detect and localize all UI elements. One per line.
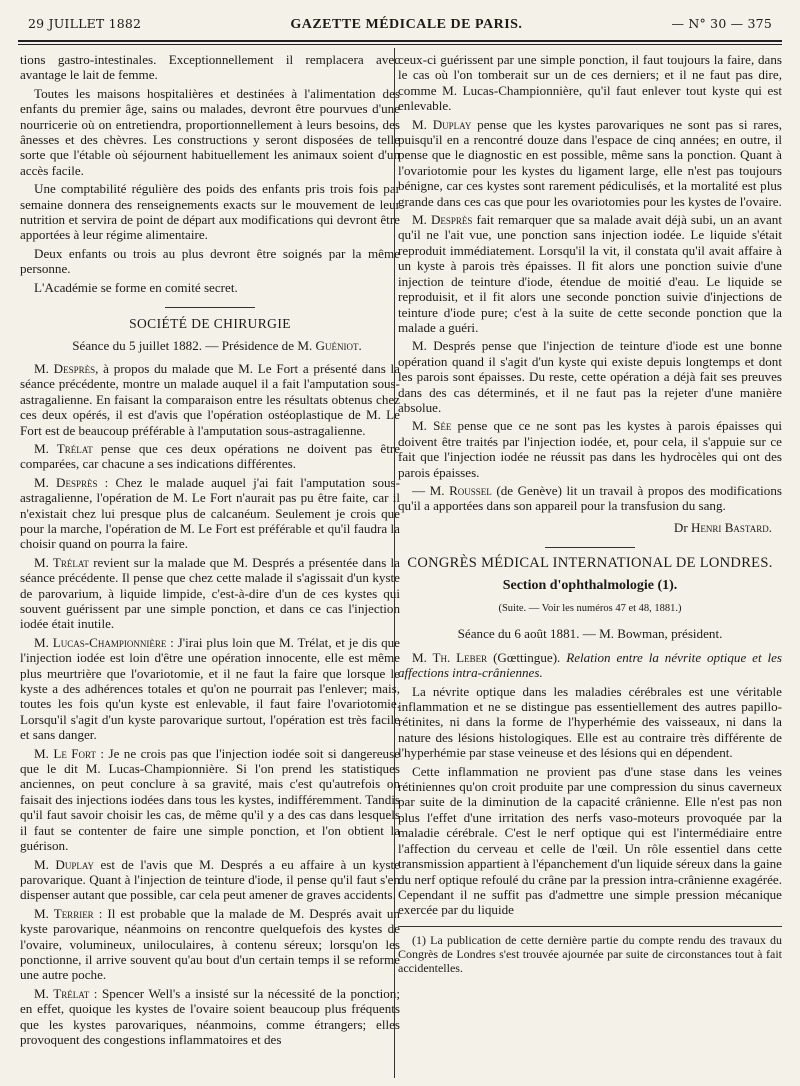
speech-text: pense que ce ne sont pas les kystes à parois épaisses qui doivent être traités par l'injection iodée, et, pour cela, il s'appuie sur ce fait que l'injection iodée ne réussit pas dans les hydrocèles qui ont des parois épaisses. xyxy=(398,418,782,480)
page-header xyxy=(28,16,772,38)
discussion-paragraph xyxy=(20,635,400,743)
paragraph: Deux enfants ou trois au plus devront être soignés par la même personne. xyxy=(20,245,400,277)
speaker-name: M. Lucas-Championnière : xyxy=(34,634,174,650)
section-rule xyxy=(545,547,635,548)
speaker-name: M. Trélat : xyxy=(34,985,98,1001)
signature xyxy=(398,520,772,535)
section-rule xyxy=(165,307,255,308)
speech-text: (de Genève) lit un travail à propos des modifications qu'il a apportées dans son appareil pour la transfusion du sang. xyxy=(398,482,782,514)
paragraph: M. Després pense que l'injection de teinture d'iode est une bonne opération quand il s'agit d'un kyste qui existe depuis longtemps et dont les parois sont épaisses. Du reste, cette opération a déjà fait ses preuves dans des cas déterminés, et il ne faut pas la rejeter d'une manière absolue. xyxy=(398,338,782,415)
left-column xyxy=(20,52,400,1076)
speech-text: fait remarquer que sa malade avait déjà subi, un an avant qu'il ne l'ait vue, une ponction sans injection iodée. Le liquide s'était reproduit immédiatement. Lorsqu'il la vit, il constata qu'il avait affaire à un kyste à parois très épaisses. Il fit alors une ponction suivie d'une injection de teinture d'iode, étendue de moitié d'eau. Le liquide se reproduisit, et il fit alors une seconde ponction suivie d'injections de teinture d'iode pure; c'est à la suite de cette seconde ponction que la malade a guéri. xyxy=(398,212,782,335)
paper-title: Relation entre la névrite optique et les affections intra-crâniennes. xyxy=(398,649,782,681)
speech-text: à propos du malade que M. Le Fort a présenté dans la séance précédente, montre un malade auquel il a fait l'amputation sous-astragalienne. En faisant la comparaison entre les résultats obtenus chez ces deux opérés, il est d'avis que l'opération ostéoplastique de M. Le Fort est de beaucoup préférable à l'amputation sous-astragalienne. xyxy=(20,360,400,438)
speaker-name: M. Desprès xyxy=(412,212,473,228)
speaker-name: M. Desprès : xyxy=(34,474,109,490)
header-title: GAZETTE MÉDICALE DE PARIS. xyxy=(290,17,523,32)
speaker-name: M. Sée xyxy=(412,418,452,434)
paragraph: tions gastro-intestinales. Exceptionnellement il remplacera avec avantage le lait de femme. xyxy=(20,52,400,83)
footnote: (1) La publication de cette dernière partie du compte rendu des travaux du Congrès de Londres s'est trouvée ajournée par suite de circonstances tout à fait accidentelles. xyxy=(398,932,782,975)
section-title: SOCIÉTÉ DE CHIRURGIE xyxy=(129,316,291,332)
paragraph: La névrite optique dans les maladies cérébrales est une véritable inflammation et ne se distingue pas essentiellement des autres papillo-rétinites, ni dans la forme de l'hyperhémie des vaisseaux, ni dans la nature des lésions histologiques. Elle est au contraire très différente de l'hyperhémie par stase veineuse et des lésions qui en dépendent. xyxy=(398,683,782,761)
speaker-name: M. Duplay xyxy=(412,116,472,132)
suite-note: (Suite. — Voir les numéros 47 et 48, 1881.) xyxy=(498,603,682,614)
speaker-name: M. Duplay xyxy=(34,856,94,872)
discussion-paragraph xyxy=(20,475,400,552)
speech-text: J'irai plus loin que M. Trélat, et je dis que l'injection iodée est loin d'être une opération innocente, elle est même plus meurtrière que l'ovariotomie, et il ne faut la faire que lorsque le kyste a des adhérences totales et qu'on ne pourrait pas l'enlever; mais, toutes les fois qu'un kyste est enlevable, il faut faire l'ovariotomie. Lorsqu'il s'agit d'un kyste parovarique surtout, l'opération est très facile et sans danger. xyxy=(20,634,400,743)
signature-name: Henri Bastard. xyxy=(690,519,772,535)
speaker-name: M. Le Fort : xyxy=(34,745,105,761)
speaker-name: M. Desprès, xyxy=(34,360,99,376)
paragraph: Toutes les maisons hospitalières et destinées à l'alimentation des enfants du premier âge, sains ou malades, devront être pourvues d'une nourricerie où on entretiendra, proportionnellement à leurs besoins, des ânesses et des chèvres. Les constructions y seront disposées de telle sorte que l'étable où séjournent habituellement les animaux soient d'un accès facile. xyxy=(20,85,400,178)
paragraph: Cette inflammation ne provient pas d'une stase dans les veines rétiniennes qu'on croit produite par une compression du sinus caverneux par suite de la diminution de la capacité crânienne. Elle n'est pas non plus l'effet d'une irritation des nerfs vaso-moteurs provoquée par la maladie cérébrale. C'est le nerf optique qui est l'intermédiaire entre l'affection du cerveau et celle de l'œil. Un rôle essentiel dans cette transmission appartient à l'épanchement d'un liquide séreux dans la gaine du nerf optique refoulé du crâne par la pression intra-crânienne exagérée. Cependant il ne suffit pas d'admettre une simple pression mécanique exercée par du liquide xyxy=(398,763,782,918)
discussion-paragraph xyxy=(20,857,400,903)
discussion-paragraph xyxy=(398,117,782,209)
speech-text: revient sur la malade que M. Després a présentée dans la séance précédente. Il pense que chez cette malade il s'agissait d'un kyste de parovarium, à liquide limpide, c'est-à-dire d'un de ces kystes qui souvent guérissent par une simple ponction, et dans ce cas l'injection iodée était inutile. xyxy=(20,554,400,632)
paragraph: Une comptabilité régulière des poids des enfants pris trois fois par semaine donnera des renseignements exacts sur le mouvement de leur nutrition et servira de point de départ aux modifications qui devront être apportées à leur régime alimentaire. xyxy=(20,181,400,243)
header-rule xyxy=(18,40,782,45)
speech-text: Il est probable que la malade de M. Després avait un kyste parovarique, néanmoins on rencontre quelquefois des kystes de l'ovaire, volumineux, uniloculaires, à contenu séreux; lorsqu'on les ponctionne, il arrive souvent qu'au bout d'un certain temps il se reforme une autre poche. xyxy=(20,905,400,983)
speech-text: Je ne crois pas que l'injection iodée soit si dangereuse que le dit M. Lucas-Championnière. Si l'on prend les statistiques anciennes, on peut conclure à sa gravité, mais c'est qu'autrefois on faisait des injections iodées dans tous les kystes, indifféremment. Tandis qu'il faut savoir choisir les cas, de même qu'il y a des cas dans lesquels il faut se contenter de faire une simple ponction, et l'on obtient la guérison. xyxy=(20,745,400,854)
discussion-paragraph xyxy=(20,746,400,854)
header-date: 29 JUILLET 1882 xyxy=(28,16,142,31)
speech-text: est de l'avis que M. Després a eu affaire à un kyste parovarique. Quant à l'injection de teinture d'iode, il pense qu'il faut s'en dispenser autant que possible, car cela peut amener de graves accidents. xyxy=(20,856,400,903)
discussion-paragraph xyxy=(20,555,400,632)
discussion-paragraph xyxy=(20,441,400,472)
seance-text: Séance du 5 juillet 1882. — Présidence de M. xyxy=(72,337,313,353)
signature-prefix: Dr xyxy=(673,519,688,535)
discussion-paragraph xyxy=(398,212,782,335)
speech-text: pense que ces deux opérations ne doivent pas être comparées, car chacune a ses indications différentes. xyxy=(20,440,400,472)
paragraph: ceux-ci guérissent par une simple ponction, il faut toujours la faire, dans le cas où l'on tomberait sur un de ces derniers; et il ne faut pas dire, comme M. Lucas-Championnière, qu'il faut enlever tout kyste qui est enlevable. xyxy=(398,52,782,114)
speaker-place: (Gœttingue). xyxy=(493,649,561,665)
speech-text: pense que les kystes parovariques ne sont pas si rares, puisqu'il en a rencontré douze dans l'espace de cinq années; en outre, il pense que le diagnostic en est possible, même sans la ponction. Quant à l'ovariotomie pour les kystes du ligament large, elle n'est pas toujours bénigne, car ces kystes sont rarement pédiculisés, et la mortalité est plus grande dans ces cas que pour les ovariotomies pour les kystes de l'ovaire. xyxy=(398,116,782,209)
seance-president: Guéniot. xyxy=(315,337,362,353)
discussion-paragraph xyxy=(20,906,400,983)
leber-paragraph xyxy=(398,650,782,681)
speaker-name: M. Trélat xyxy=(34,554,89,570)
speaker-name: M. Th. Leber xyxy=(412,649,488,665)
speaker-name: — M. Roussel xyxy=(412,482,492,498)
seance-line xyxy=(20,338,400,353)
congress-title: CONGRÈS MÉDICAL INTERNATIONAL DE LONDRES. xyxy=(407,555,773,572)
paragraph: L'Académie se forme en comité secret. xyxy=(34,279,238,295)
right-column xyxy=(398,52,782,1076)
discussion-paragraph xyxy=(398,418,782,480)
footnote-rule xyxy=(398,926,782,927)
discussion-paragraph xyxy=(20,361,400,438)
speech-text: Spencer Well's a insisté sur la nécessité de la ponction; en effet, quoique les kystes de l'ovaire soient beaucoup plus fréquents que les kystes parovariques, néanmoins, comme étrangers; elles provoquent des congestions inflammatoires et des xyxy=(20,985,400,1047)
speaker-name: M. Trélat xyxy=(34,440,93,456)
seance-line: Séance du 6 août 1881. — M. Bowman, président. xyxy=(457,626,723,642)
discussion-paragraph xyxy=(398,483,782,514)
speech-text: Chez le malade auquel j'ai fait l'amputation sous-astragalienne, l'opération de M. Le Fort n'aurait pas pu être faite, car il n'existait chez lui presque plus de calcanéum. Seulement je crois que pour la marche, l'opération de M. Le Fort est préférable et qu'il faudra la choisir quand on pourra la faire. xyxy=(20,474,400,552)
discussion-paragraph xyxy=(20,986,400,1048)
speaker-name: M. Terrier : xyxy=(34,905,103,921)
header-issue: — N° 30 — 375 xyxy=(671,16,772,31)
section-subtitle: Section d'ophthalmologie (1). xyxy=(502,577,678,593)
